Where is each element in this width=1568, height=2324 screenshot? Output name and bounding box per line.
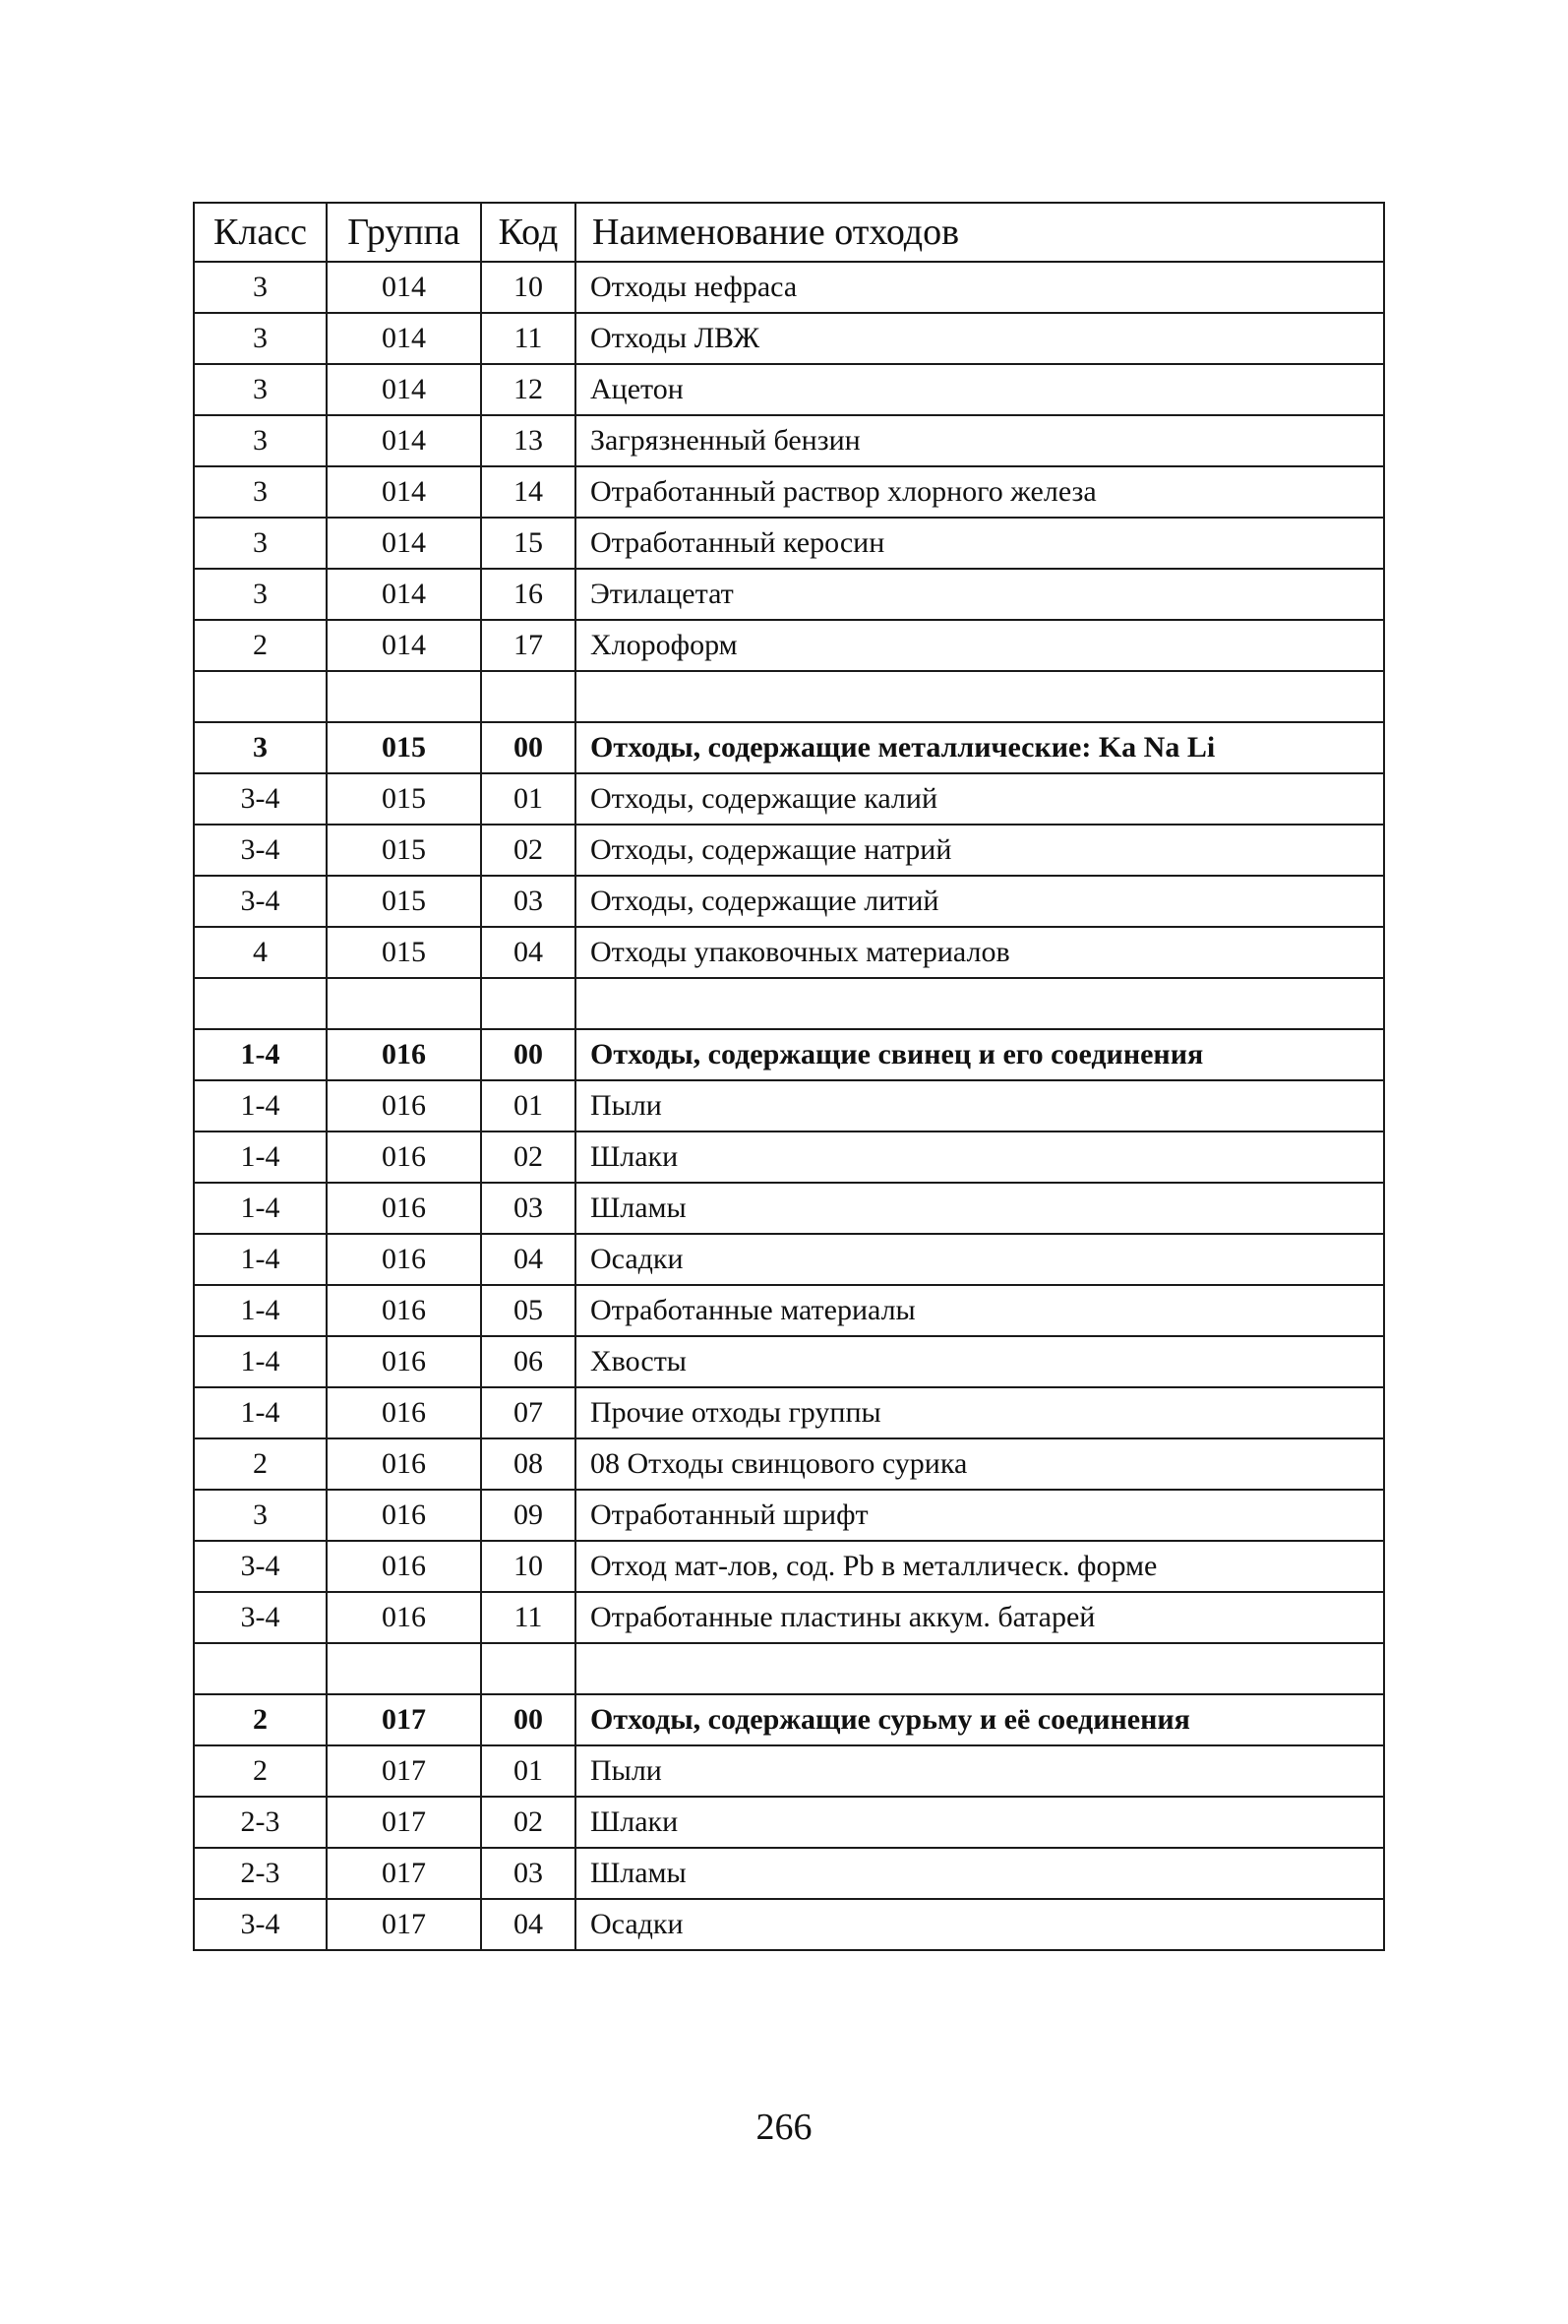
cell-name: Отходы, содержащие натрий	[575, 825, 1384, 876]
cell-name: Отходы, содержащие литий	[575, 876, 1384, 927]
cell-name: Отходы, содержащие сурьму и её соединения	[575, 1694, 1384, 1745]
cell-code: 02	[481, 1131, 575, 1183]
cell-class: 2	[194, 1694, 327, 1745]
cell-code: 04	[481, 927, 575, 978]
cell-class: 3-4	[194, 1592, 327, 1643]
table-row	[194, 1899, 1384, 1950]
table-row	[194, 825, 1384, 876]
cell-group: 016	[327, 1592, 481, 1643]
cell-group: 014	[327, 415, 481, 466]
cell-class	[194, 978, 327, 1029]
table-row	[194, 1592, 1384, 1643]
cell-class: 3	[194, 415, 327, 466]
cell-code: 03	[481, 1183, 575, 1234]
cell-group: 016	[327, 1541, 481, 1592]
cell-code: 04	[481, 1899, 575, 1950]
table-row	[194, 364, 1384, 415]
cell-code: 14	[481, 466, 575, 518]
cell-class	[194, 1643, 327, 1694]
cell-code: 12	[481, 364, 575, 415]
cell-name: Отходы упаковочных материалов	[575, 927, 1384, 978]
table-row	[194, 1336, 1384, 1387]
cell-name: Этилацетат	[575, 569, 1384, 620]
table-row	[194, 466, 1384, 518]
table-row-blank	[194, 978, 1384, 1029]
cell-group: 016	[327, 1490, 481, 1541]
table-row	[194, 1848, 1384, 1899]
cell-class: 3	[194, 1490, 327, 1541]
cell-class: 3-4	[194, 825, 327, 876]
cell-group: 016	[327, 1387, 481, 1438]
cell-code: 02	[481, 1797, 575, 1848]
cell-class: 4	[194, 927, 327, 978]
cell-code: 11	[481, 313, 575, 364]
cell-name: Пыли	[575, 1080, 1384, 1131]
cell-class: 2-3	[194, 1848, 327, 1899]
cell-group: 015	[327, 927, 481, 978]
table-body	[194, 262, 1384, 1950]
table-row	[194, 262, 1384, 313]
cell-code: 10	[481, 262, 575, 313]
cell-name: Хвосты	[575, 1336, 1384, 1387]
cell-code: 04	[481, 1234, 575, 1285]
cell-name: Шламы	[575, 1848, 1384, 1899]
cell-code: 11	[481, 1592, 575, 1643]
cell-group: 014	[327, 313, 481, 364]
cell-code: 00	[481, 722, 575, 773]
table-row	[194, 1490, 1384, 1541]
cell-class: 1-4	[194, 1080, 327, 1131]
cell-group: 014	[327, 518, 481, 569]
cell-group: 016	[327, 1234, 481, 1285]
cell-group: 017	[327, 1899, 481, 1950]
cell-group: 014	[327, 569, 481, 620]
cell-group: 016	[327, 1285, 481, 1336]
cell-group: 014	[327, 620, 481, 671]
cell-class: 1-4	[194, 1336, 327, 1387]
cell-class: 2	[194, 1745, 327, 1797]
cell-group: 015	[327, 773, 481, 825]
cell-code: 01	[481, 1745, 575, 1797]
table-row	[194, 1131, 1384, 1183]
table-header	[194, 203, 1384, 262]
cell-class: 2	[194, 620, 327, 671]
cell-code: 05	[481, 1285, 575, 1336]
cell-code: 10	[481, 1541, 575, 1592]
table-row	[194, 1285, 1384, 1336]
cell-code: 08	[481, 1438, 575, 1490]
cell-code	[481, 978, 575, 1029]
table-row	[194, 773, 1384, 825]
cell-group: 017	[327, 1694, 481, 1745]
cell-name: Отходы, содержащие свинец и его соединения	[575, 1029, 1384, 1080]
table-row-blank	[194, 671, 1384, 722]
cell-name	[575, 671, 1384, 722]
cell-code	[481, 671, 575, 722]
cell-class: 3	[194, 518, 327, 569]
cell-class: 1-4	[194, 1183, 327, 1234]
cell-code: 01	[481, 1080, 575, 1131]
table-row	[194, 1694, 1384, 1745]
cell-group: 016	[327, 1029, 481, 1080]
cell-class	[194, 671, 327, 722]
cell-name: Отходы, содержащие металлические: Ka Na Li	[575, 722, 1384, 773]
table-row	[194, 927, 1384, 978]
table-row	[194, 1183, 1384, 1234]
cell-class: 2	[194, 1438, 327, 1490]
cell-name: Шламы	[575, 1183, 1384, 1234]
table-row	[194, 569, 1384, 620]
cell-group	[327, 978, 481, 1029]
cell-group: 014	[327, 364, 481, 415]
cell-name: Шлаки	[575, 1797, 1384, 1848]
table-row	[194, 415, 1384, 466]
table-row	[194, 1234, 1384, 1285]
cell-group: 016	[327, 1438, 481, 1490]
cell-name: Ацетон	[575, 364, 1384, 415]
cell-class: 3	[194, 313, 327, 364]
table-row	[194, 1745, 1384, 1797]
cell-group: 016	[327, 1183, 481, 1234]
table-row	[194, 1387, 1384, 1438]
cell-class: 3	[194, 364, 327, 415]
cell-name	[575, 978, 1384, 1029]
cell-code: 09	[481, 1490, 575, 1541]
cell-class: 3-4	[194, 773, 327, 825]
cell-code: 15	[481, 518, 575, 569]
cell-name: Отработанный керосин	[575, 518, 1384, 569]
cell-group: 015	[327, 876, 481, 927]
cell-code: 13	[481, 415, 575, 466]
cell-class: 1-4	[194, 1029, 327, 1080]
table-row	[194, 518, 1384, 569]
header-code: Код	[481, 203, 575, 262]
cell-group: 014	[327, 466, 481, 518]
table-row	[194, 1080, 1384, 1131]
cell-group: 017	[327, 1797, 481, 1848]
cell-name: Отходы нефраса	[575, 262, 1384, 313]
cell-class: 3	[194, 466, 327, 518]
cell-name: Шлаки	[575, 1131, 1384, 1183]
cell-name: Отходы, содержащие калий	[575, 773, 1384, 825]
cell-group	[327, 1643, 481, 1694]
cell-name: Осадки	[575, 1899, 1384, 1950]
cell-name: Пыли	[575, 1745, 1384, 1797]
cell-code: 17	[481, 620, 575, 671]
cell-name	[575, 1643, 1384, 1694]
cell-group: 017	[327, 1745, 481, 1797]
cell-code: 02	[481, 825, 575, 876]
cell-name: Отработанные материалы	[575, 1285, 1384, 1336]
cell-class: 3-4	[194, 876, 327, 927]
table-row	[194, 620, 1384, 671]
cell-name: Прочие отходы группы	[575, 1387, 1384, 1438]
cell-class: 1-4	[194, 1131, 327, 1183]
header-row	[194, 203, 1384, 262]
cell-code: 16	[481, 569, 575, 620]
table-row-blank	[194, 1643, 1384, 1694]
cell-group: 016	[327, 1080, 481, 1131]
cell-name: Отходы ЛВЖ	[575, 313, 1384, 364]
table-row	[194, 1797, 1384, 1848]
cell-group	[327, 671, 481, 722]
table-row	[194, 876, 1384, 927]
cell-group: 016	[327, 1336, 481, 1387]
cell-group: 015	[327, 722, 481, 773]
cell-class: 1-4	[194, 1387, 327, 1438]
header-name: Наименование отходов	[575, 203, 1384, 262]
table-row	[194, 1541, 1384, 1592]
table-row	[194, 722, 1384, 773]
cell-code: 00	[481, 1029, 575, 1080]
cell-code	[481, 1643, 575, 1694]
waste-classification-table	[193, 202, 1385, 1951]
table-row	[194, 313, 1384, 364]
cell-code: 07	[481, 1387, 575, 1438]
cell-class: 1-4	[194, 1234, 327, 1285]
cell-class: 2-3	[194, 1797, 327, 1848]
cell-code: 06	[481, 1336, 575, 1387]
cell-code: 00	[481, 1694, 575, 1745]
cell-class: 1-4	[194, 1285, 327, 1336]
cell-group: 017	[327, 1848, 481, 1899]
table-row	[194, 1029, 1384, 1080]
page-number: 266	[755, 2107, 813, 2148]
cell-class: 3-4	[194, 1899, 327, 1950]
cell-name: Загрязненный бензин	[575, 415, 1384, 466]
cell-group: 016	[327, 1131, 481, 1183]
cell-class: 3	[194, 262, 327, 313]
cell-name: Отработанные пластины аккум. батарей	[575, 1592, 1384, 1643]
cell-code: 03	[481, 876, 575, 927]
cell-class: 3-4	[194, 1541, 327, 1592]
cell-name: Хлороформ	[575, 620, 1384, 671]
cell-group: 014	[327, 262, 481, 313]
cell-name: Отработанный раствор хлорного железа	[575, 466, 1384, 518]
cell-name: Осадки	[575, 1234, 1384, 1285]
header-group: Группа	[327, 203, 481, 262]
cell-class: 3	[194, 569, 327, 620]
cell-code: 03	[481, 1848, 575, 1899]
cell-name: Отработанный шрифт	[575, 1490, 1384, 1541]
table-row	[194, 1438, 1384, 1490]
cell-code: 01	[481, 773, 575, 825]
cell-group: 015	[327, 825, 481, 876]
header-class: Класс	[194, 203, 327, 262]
cell-name: Отход мат-лов, сод. Pb в металлическ. форме	[575, 1541, 1384, 1592]
cell-class: 3	[194, 722, 327, 773]
cell-name: 08 Отходы свинцового сурика	[575, 1438, 1384, 1490]
